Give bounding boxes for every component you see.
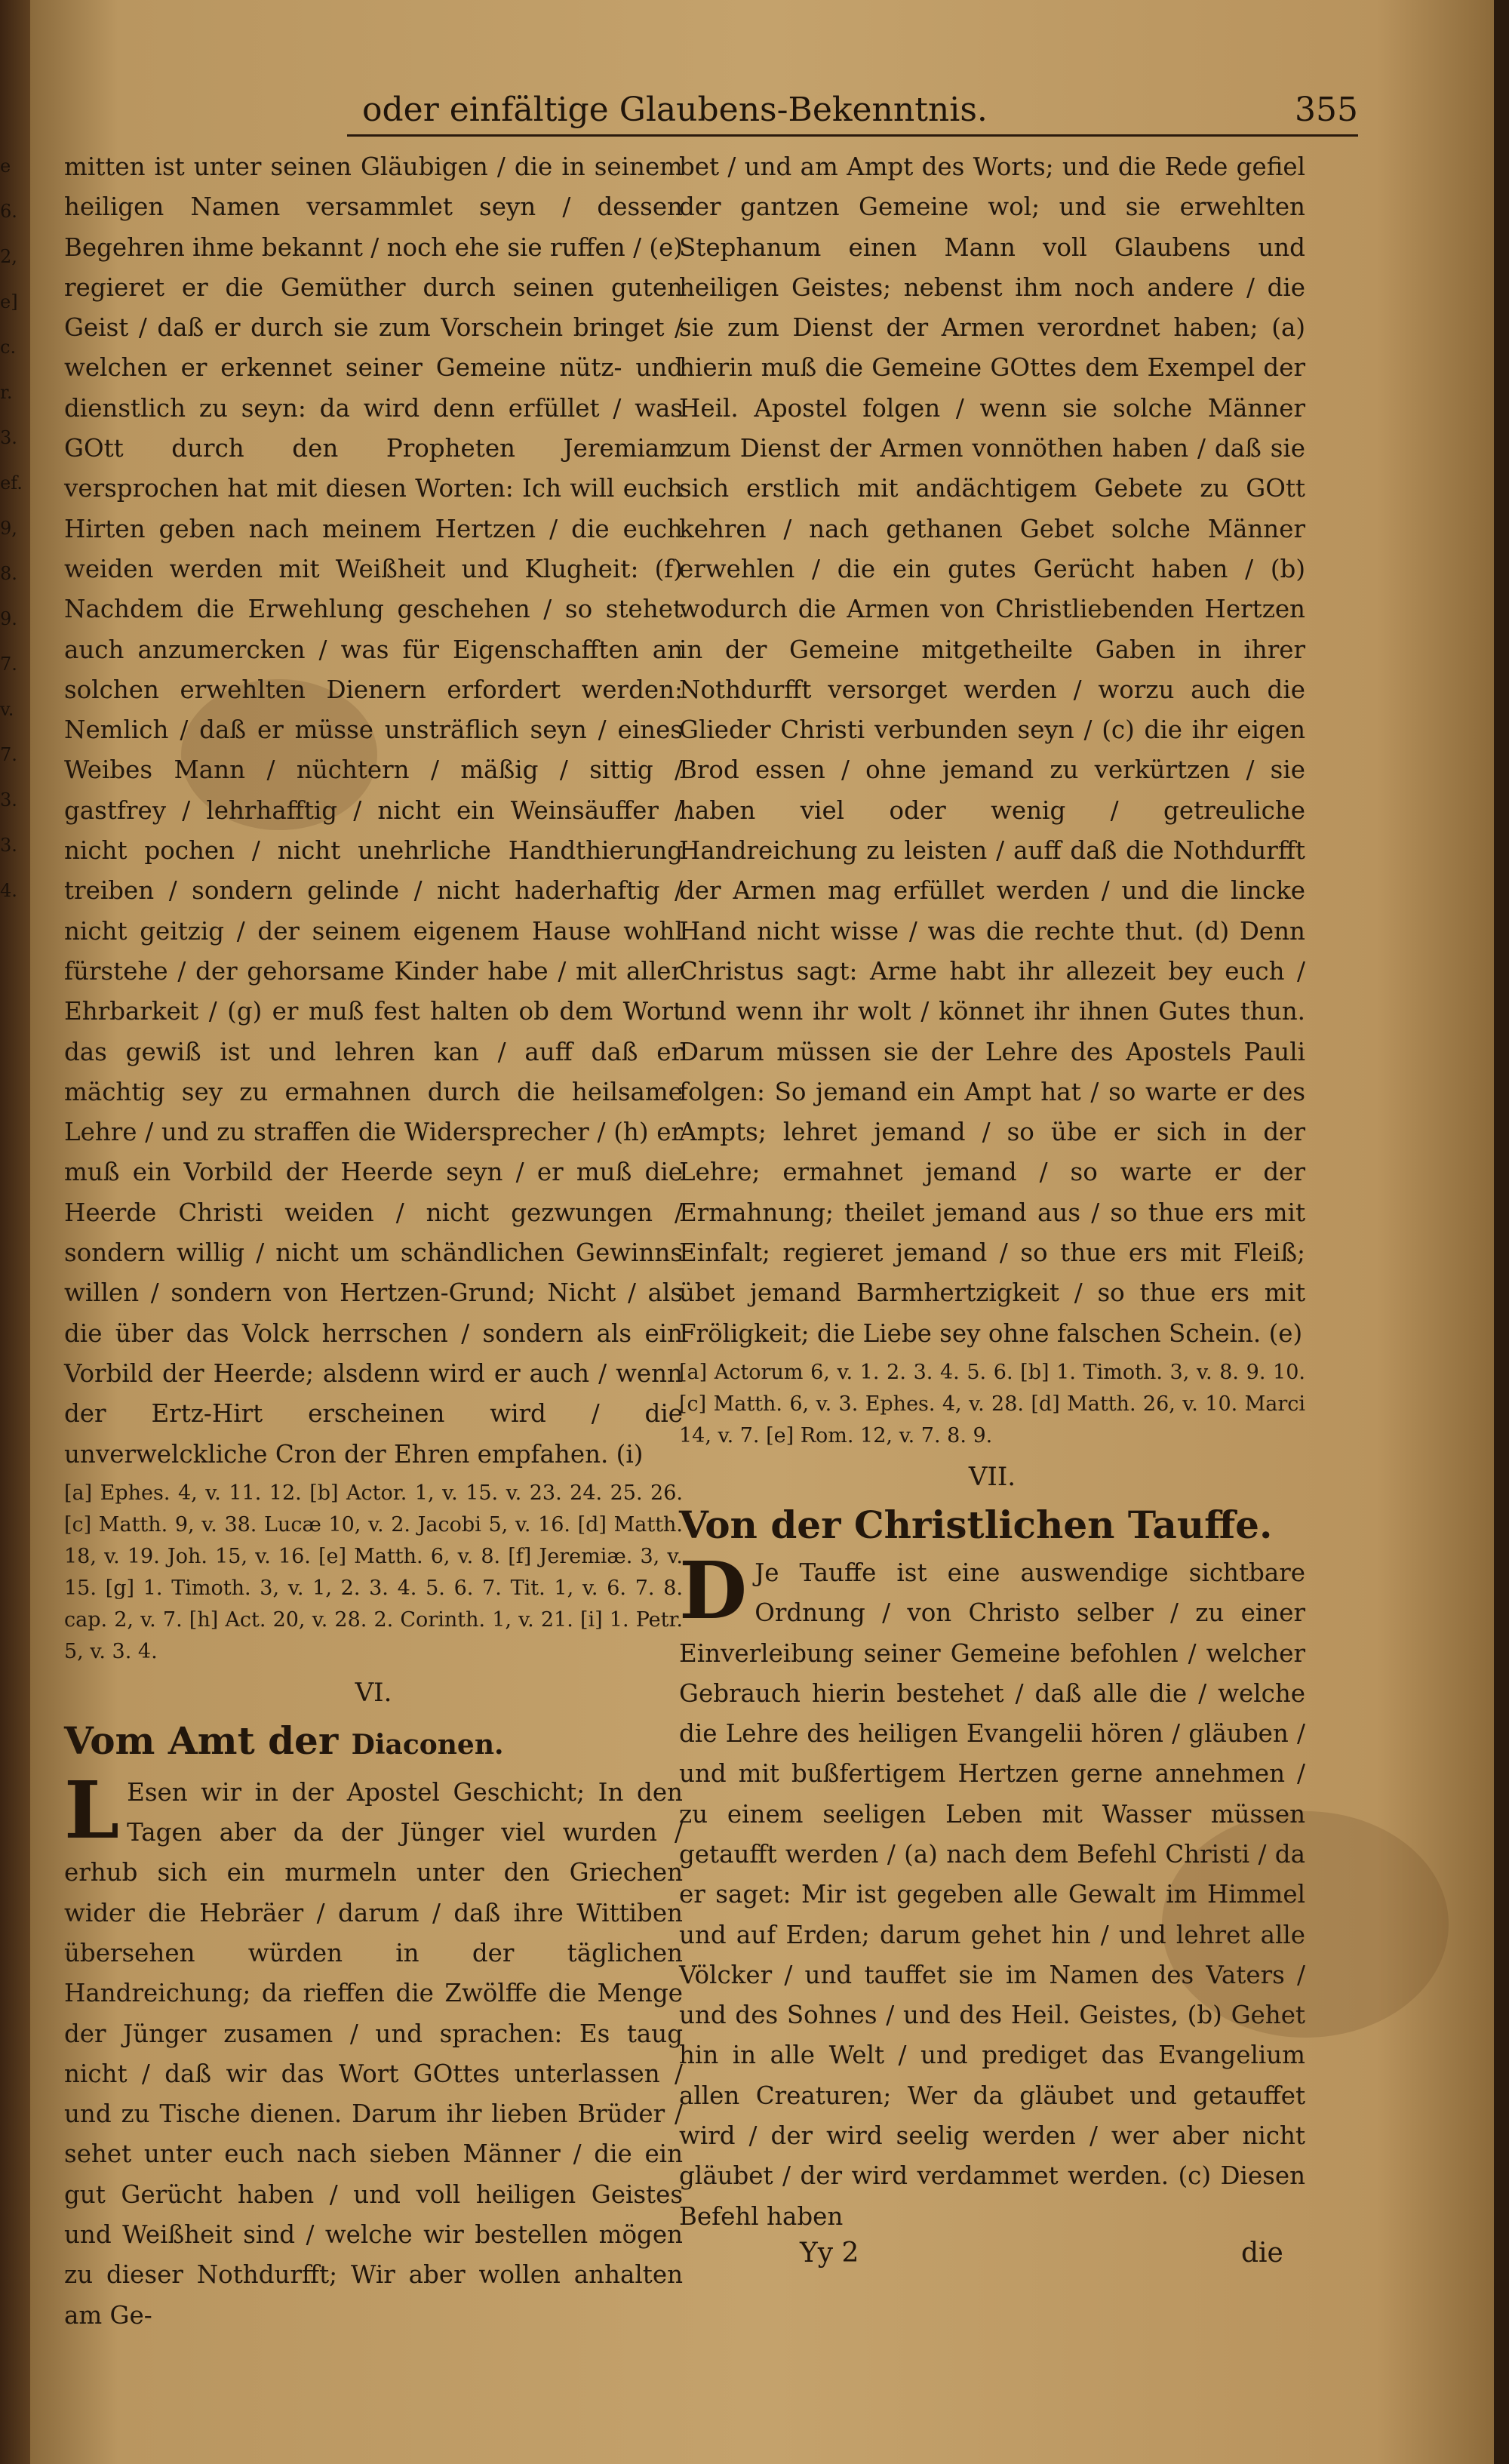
fragment: 3.	[0, 427, 17, 448]
fragment: 9,	[0, 518, 17, 539]
running-title: oder einfältige Glaubens-Bekenntnis.	[362, 91, 988, 129]
section-body	[64, 1763, 683, 2336]
fragment: 8.	[0, 563, 17, 584]
section-number: VII.	[968, 1461, 1016, 1492]
fragment: 7.	[0, 654, 17, 675]
right-column	[679, 147, 1305, 2237]
section-number: VI.	[355, 1677, 392, 1708]
section-text: Je Tauffe ist eine auswendige sichtbare Ordnung / von Christo selber / zu einer Einverleibung seiner Gemeine befohlen / welcher Gebrauch hierin bestehet / daß alle die / welche die Lehre des heiligen Evangelii hören / gläuben / und mit bußfertigem Hertzen gerne annehmen / zu einem seeligen Leben mit Wasser müssen getaufft werden / (a) nach dem Befehl Christi / da er saget: Mir ist gegeben alle Gewalt im Himmel und auf Erden; darum gehet hin / und lehret alle Völcker / und tauffet sie im Namen des Vaters / und des Sohnes / und des Heil. Geistes, (b) Gehet hin in alle Welt / und prediget das Evangelium allen Creaturen; Wer da gläubet und getauffet wird / der wird seelig werden / wer aber nicht gläubet / der wird verdammet werden. (c) Diesen Befehl haben	[679, 1558, 1305, 2231]
fragment: c.	[0, 337, 17, 358]
fragment: e	[0, 155, 11, 177]
section-title-main: Vom Amt der	[64, 1718, 339, 1763]
footnotes: [a] Actorum 6, v. 1. 2. 3. 4. 5. 6. [b] 1. Timoth. 3, v. 8. 9. 10. [c] Matth. 6, v. 3. Ephes. 4, v. 28. [d] Matth. 26, v. 10. Marci 14, v. 7. [e] Rom. 12, v. 7. 8. 9.	[679, 1360, 1305, 1447]
fragment: v.	[0, 699, 14, 720]
section-title-small: Diaconen.	[351, 1728, 504, 1761]
facing-page-fragments	[0, 143, 30, 913]
fragment: 7.	[0, 744, 17, 765]
fragment: 3.	[0, 789, 17, 811]
section-title: Von der Christlichen Tauffe.	[679, 1502, 1273, 1547]
running-header	[347, 89, 1358, 137]
body-text: bet / und am Ampt des Worts; und die Rede gefiel der gantzen Gemeine wol; und sie erwehlten Stephanum einen Mann voll Glaubens und heiligen Geistes; nebenst ihm noch andere / die sie zum Dienst der Armen verordnet haben; (a) hierin muß die Gemeine GOttes dem Exempel der Heil. Apostel folgen / wenn sie solche Männer zum Dienst der Armen vonnöthen haben / daß sie sich erstlich mit andächtigem Gebete zu GOtt kehren / nach gethanen Gebet solche Männer erwehlen / die ein gutes Gerücht haben / (b) wodurch die Armen von Christliebenden Hertzen in der Gemeine mitgetheilte Gaben in ihrer Nothdurfft versorget werden / worzu auch die Glieder Christi verbunden seyn / (c) die ihr eigen Brod essen / ohne jemand zu verkürtzen / sie haben viel oder wenig / getreuliche Handreichung zu leisten / auff daß die Nothdurfft der Armen mag erfüllet werden / und die lincke Hand nicht wisse / was die rechte thut. (d) Denn Christus sagt: Arme habt ihr allezeit bey euch / und wenn ihr wolt / könnet ihr ihnen Gutes thun. Darum müssen sie der Lehre des Apostels Pauli folgen: So jemand ein Ampt hat / so warte er des Ampts; lehret jemand / so übe er sich in der Lehre; ermahnet jemand / so warte er der Ermahnung; theilet jemand aus / so thue ers mit Einfalt; regieret jemand / so thue ers mit Fleiß; übet jemand Barmhertzigkeit / so thue ers mit Fröligkeit; die Liebe sey ohne falschen Schein. (e)	[679, 152, 1305, 1348]
section-title	[64, 1715, 683, 1771]
body-text: mitten ist unter seinen Gläubigen / die in seinem heiligen Namen versammlet seyn / dessen Begehren ihme bekannt / noch ehe sie ruffen / (e) regieret er die Gemüther durch seinen guten Geist / daß er durch sie zum Vorschein bringet / welchen er erkennet seiner Gemeine nütz- und dienstlich zu seyn: da wird denn erfüllet / was GOtt durch den Propheten Jeremiam versprochen hat mit diesen Worten: Ich will euch Hirten geben nach meinem Hertzen / die euch weiden werden mit Weißheit und Klugheit: (f) Nachdem die Erwehlung geschehen / so stehet auch anzumercken / was für Eigenschafften an solchen erwehlten Dienern erfordert werden: Nemlich / daß er müsse unsträflich seyn / eines Weibes Mann / nüchtern / mäßig / sittig / gastfrey / lehrhafftig / nicht ein Weinsäuffer / nicht pochen / nicht unehrliche Handthierung treiben / sondern gelinde / nicht haderhaftig / nicht geitzig / der seinem eigenem Hause wohl fürstehe / der gehorsame Kinder habe / mit aller Ehrbarkeit / (g) er muß fest halten ob dem Wort das gewiß ist und lehren kan / auff daß er mächtig sey zu ermahnen durch die heilsame Lehre / und zu straffen die Widersprecher / (h) er muß ein Vorbild der Heerde seyn / er muß die Heerde Christi weiden / nicht gezwungen / sondern willig / nicht um schändlichen Gewinns willen / sondern von Hertzen-Grund; Nicht / als die über das Volck herrschen / sondern als ein Vorbild der Heerde; alsdenn wird er auch / wenn der Ertz-Hirt erscheinen wird / die unverwelckliche Cron der Ehren empfahen. (i)	[64, 152, 683, 1469]
drop-cap: L	[64, 1763, 120, 1856]
catchword: die	[1241, 2238, 1283, 2269]
drop-cap: D	[679, 1543, 748, 1637]
fragment: e]	[0, 291, 18, 312]
fragment: 3.	[0, 835, 17, 856]
fragment: 9.	[0, 608, 17, 629]
signature-mark: Yy 2	[800, 2238, 859, 2269]
section-text: Esen wir in der Apostel Geschicht; In den Tagen aber da der Jünger viel wurden / erhub sich ein murmeln unter den Griechen wider die Hebräer / darum / daß ihre Wittiben übersehen würden in der täglichen Handreichung; da rieffen die Zwölffe die Menge der Jünger zusamen / und sprachen: Es taug nicht / daß wir das Wort GOttes unterlassen / und zu Tische dienen. Darum ihr lieben Brüder / sehet unter euch nach sieben Männer / die ein gut Gerücht haben / und voll heiligen Geistes und Weißheit sind / welche wir bestellen mögen zu dieser Nothdurfft; Wir aber wollen anhalten am Ge-	[64, 1777, 683, 2330]
footnotes: [a] Ephes. 4, v. 11. 12. [b] Actor. 1, v. 15. v. 23. 24. 25. 26. [c] Matth. 9, v. 38. Lucæ 10, v. 2. Jacobi 5, v. 16. [d] Matth. 18, v. 19. Joh. 15, v. 16. [e] Matth. 6, v. 8. [f] Jeremiæ. 3, v. 15. [g] 1. Timoth. 3, v. 1, 2. 3. 4. 5. 6. 7. Tit. 1, v. 6. 7. 8. cap. 2, v. 7. [h] Act. 20, v. 28. 2. Corinth. 1, v. 21. [i] 1. Petr. 5, v. 3. 4.	[64, 1481, 683, 1663]
fragment: 4.	[0, 880, 17, 901]
page-number: 355	[1295, 91, 1358, 129]
fragment: 6.	[0, 201, 17, 222]
fragment: ef.	[0, 472, 23, 494]
section-body	[679, 1543, 1305, 2237]
left-column	[64, 147, 683, 2336]
fragment: r.	[0, 382, 13, 403]
fragment: 2,	[0, 246, 17, 267]
